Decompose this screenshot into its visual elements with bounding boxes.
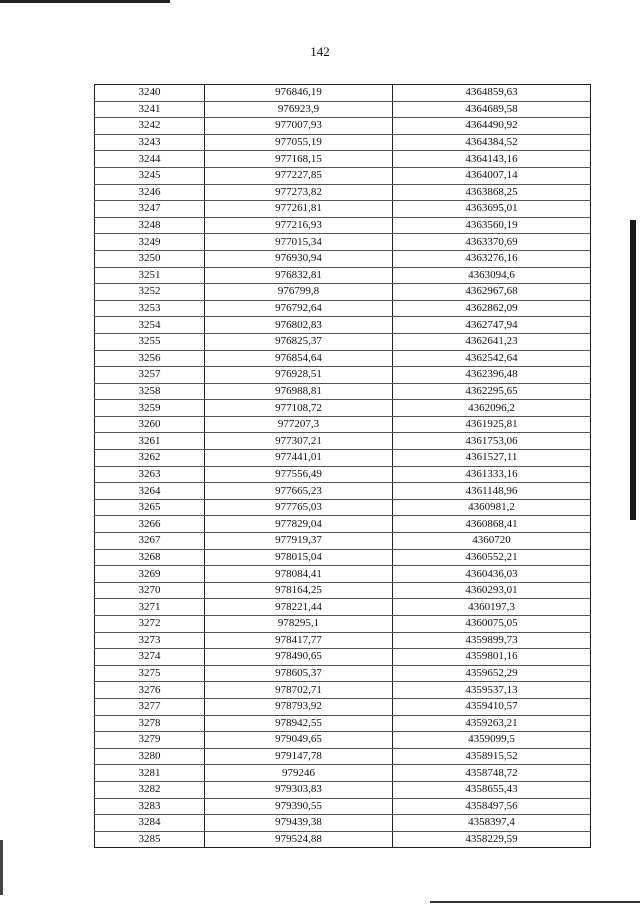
scan-edge-mark-left (0, 840, 3, 895)
table-row (95, 383, 591, 400)
y-coordinate-cell: 4360720 (393, 533, 591, 550)
y-coordinate-cell: 4361527,11 (393, 450, 591, 467)
point-number-cell: 3256 (95, 350, 205, 367)
table-row (95, 466, 591, 483)
y-coordinate-cell: 4360981,2 (393, 499, 591, 516)
y-coordinate-cell: 4362295,65 (393, 383, 591, 400)
table-row (95, 483, 591, 500)
point-number-cell: 3253 (95, 300, 205, 317)
y-coordinate-cell: 4362396,48 (393, 367, 591, 384)
point-number-cell: 3242 (95, 118, 205, 135)
y-coordinate-cell: 4359801,16 (393, 649, 591, 666)
x-coordinate-cell: 979524,88 (205, 831, 393, 848)
y-coordinate-cell: 4358655,43 (393, 781, 591, 798)
point-number-cell: 3284 (95, 815, 205, 832)
table-row (95, 616, 591, 633)
point-number-cell: 3241 (95, 101, 205, 118)
table-row (95, 151, 591, 168)
table-row (95, 300, 591, 317)
table-row (95, 450, 591, 467)
y-coordinate-cell: 4359899,73 (393, 632, 591, 649)
table-row (95, 350, 591, 367)
x-coordinate-cell: 978015,04 (205, 549, 393, 566)
point-number-cell: 3280 (95, 748, 205, 765)
point-number-cell: 3257 (95, 367, 205, 384)
point-number-cell: 3240 (95, 85, 205, 102)
y-coordinate-cell: 4358915,52 (393, 748, 591, 765)
x-coordinate-cell: 977829,04 (205, 516, 393, 533)
x-coordinate-cell: 976928,51 (205, 367, 393, 384)
y-coordinate-cell: 4362967,68 (393, 284, 591, 301)
y-coordinate-cell: 4361925,81 (393, 416, 591, 433)
y-coordinate-cell: 4363094,6 (393, 267, 591, 284)
x-coordinate-cell: 976988,81 (205, 383, 393, 400)
table-row (95, 715, 591, 732)
y-coordinate-cell: 4363370,69 (393, 234, 591, 251)
x-coordinate-cell: 977108,72 (205, 400, 393, 417)
point-number-cell: 3246 (95, 184, 205, 201)
x-coordinate-cell: 979246 (205, 765, 393, 782)
x-coordinate-cell: 977168,15 (205, 151, 393, 168)
point-number-cell: 3275 (95, 665, 205, 682)
coordinates-table (94, 84, 591, 848)
y-coordinate-cell: 4362096,2 (393, 400, 591, 417)
y-coordinate-cell: 4361753,06 (393, 433, 591, 450)
y-coordinate-cell: 4364490,92 (393, 118, 591, 135)
table-row (95, 748, 591, 765)
x-coordinate-cell: 976930,94 (205, 250, 393, 267)
scan-border-bottom (430, 901, 640, 903)
y-coordinate-cell: 4359410,57 (393, 698, 591, 715)
point-number-cell: 3266 (95, 516, 205, 533)
point-number-cell: 3261 (95, 433, 205, 450)
point-number-cell: 3258 (95, 383, 205, 400)
table-row (95, 632, 591, 649)
point-number-cell: 3262 (95, 450, 205, 467)
table-row (95, 566, 591, 583)
x-coordinate-cell: 979390,55 (205, 798, 393, 815)
x-coordinate-cell: 977273,82 (205, 184, 393, 201)
table-row (95, 831, 591, 848)
x-coordinate-cell: 979303,83 (205, 781, 393, 798)
y-coordinate-cell: 4364384,52 (393, 134, 591, 151)
point-number-cell: 3260 (95, 416, 205, 433)
y-coordinate-cell: 4360197,3 (393, 599, 591, 616)
y-coordinate-cell: 4362862,09 (393, 300, 591, 317)
y-coordinate-cell: 4358748,72 (393, 765, 591, 782)
point-number-cell: 3278 (95, 715, 205, 732)
y-coordinate-cell: 4359263,21 (393, 715, 591, 732)
x-coordinate-cell: 977261,81 (205, 201, 393, 218)
y-coordinate-cell: 4359099,5 (393, 732, 591, 749)
coordinates-table-body (95, 85, 591, 848)
point-number-cell: 3281 (95, 765, 205, 782)
table-row (95, 649, 591, 666)
x-coordinate-cell: 978702,71 (205, 682, 393, 699)
x-coordinate-cell: 978084,41 (205, 566, 393, 583)
y-coordinate-cell: 4364143,16 (393, 151, 591, 168)
point-number-cell: 3255 (95, 333, 205, 350)
table-row (95, 665, 591, 682)
x-coordinate-cell: 978164,25 (205, 582, 393, 599)
x-coordinate-cell: 978417,77 (205, 632, 393, 649)
x-coordinate-cell: 978490,65 (205, 649, 393, 666)
y-coordinate-cell: 4362641,23 (393, 333, 591, 350)
table-row (95, 798, 591, 815)
table-row (95, 217, 591, 234)
table-row (95, 201, 591, 218)
x-coordinate-cell: 977055,19 (205, 134, 393, 151)
point-number-cell: 3264 (95, 483, 205, 500)
y-coordinate-cell: 4358497,56 (393, 798, 591, 815)
point-number-cell: 3259 (95, 400, 205, 417)
point-number-cell: 3245 (95, 167, 205, 184)
table-row (95, 533, 591, 550)
point-number-cell: 3247 (95, 201, 205, 218)
table-row (95, 516, 591, 533)
x-coordinate-cell: 976799,8 (205, 284, 393, 301)
x-coordinate-cell: 977556,49 (205, 466, 393, 483)
y-coordinate-cell: 4360552,21 (393, 549, 591, 566)
point-number-cell: 3263 (95, 466, 205, 483)
point-number-cell: 3271 (95, 599, 205, 616)
x-coordinate-cell: 977216,93 (205, 217, 393, 234)
x-coordinate-cell: 977765,03 (205, 499, 393, 516)
table-row (95, 815, 591, 832)
x-coordinate-cell: 978942,55 (205, 715, 393, 732)
point-number-cell: 3270 (95, 582, 205, 599)
table-row (95, 367, 591, 384)
x-coordinate-cell: 978295,1 (205, 616, 393, 633)
y-coordinate-cell: 4362542,64 (393, 350, 591, 367)
table-row (95, 85, 591, 102)
point-number-cell: 3283 (95, 798, 205, 815)
table-row (95, 698, 591, 715)
y-coordinate-cell: 4360436,03 (393, 566, 591, 583)
y-coordinate-cell: 4360293,01 (393, 582, 591, 599)
table-row (95, 134, 591, 151)
y-coordinate-cell: 4361333,16 (393, 466, 591, 483)
table-row (95, 499, 591, 516)
x-coordinate-cell: 977227,85 (205, 167, 393, 184)
table-row (95, 267, 591, 284)
y-coordinate-cell: 4363868,25 (393, 184, 591, 201)
table-row (95, 167, 591, 184)
x-coordinate-cell: 976846,19 (205, 85, 393, 102)
x-coordinate-cell: 977007,93 (205, 118, 393, 135)
y-coordinate-cell: 4358397,4 (393, 815, 591, 832)
y-coordinate-cell: 4360075,05 (393, 616, 591, 633)
x-coordinate-cell: 977207,3 (205, 416, 393, 433)
point-number-cell: 3265 (95, 499, 205, 516)
scan-edge-mark (630, 220, 636, 520)
y-coordinate-cell: 4361148,96 (393, 483, 591, 500)
point-number-cell: 3274 (95, 649, 205, 666)
x-coordinate-cell: 977665,23 (205, 483, 393, 500)
table-row (95, 732, 591, 749)
point-number-cell: 3268 (95, 549, 205, 566)
x-coordinate-cell: 977307,21 (205, 433, 393, 450)
point-number-cell: 3282 (95, 781, 205, 798)
x-coordinate-cell: 978605,37 (205, 665, 393, 682)
x-coordinate-cell: 979147,78 (205, 748, 393, 765)
point-number-cell: 3272 (95, 616, 205, 633)
x-coordinate-cell: 976802,83 (205, 317, 393, 334)
page-number: 142 (310, 44, 330, 59)
point-number-cell: 3248 (95, 217, 205, 234)
table-row (95, 250, 591, 267)
table-row (95, 582, 591, 599)
point-number-cell: 3252 (95, 284, 205, 301)
y-coordinate-cell: 4358229,59 (393, 831, 591, 848)
point-number-cell: 3285 (95, 831, 205, 848)
x-coordinate-cell: 976825,37 (205, 333, 393, 350)
point-number-cell: 3251 (95, 267, 205, 284)
point-number-cell: 3279 (95, 732, 205, 749)
point-number-cell: 3273 (95, 632, 205, 649)
y-coordinate-cell: 4362747,94 (393, 317, 591, 334)
x-coordinate-cell: 977441,01 (205, 450, 393, 467)
y-coordinate-cell: 4359537,13 (393, 682, 591, 699)
x-coordinate-cell: 976923,9 (205, 101, 393, 118)
table-row (95, 184, 591, 201)
y-coordinate-cell: 4364007,14 (393, 167, 591, 184)
table-row (95, 416, 591, 433)
point-number-cell: 3277 (95, 698, 205, 715)
x-coordinate-cell: 978221,44 (205, 599, 393, 616)
point-number-cell: 3243 (95, 134, 205, 151)
y-coordinate-cell: 4363560,19 (393, 217, 591, 234)
table-row (95, 781, 591, 798)
table-row (95, 765, 591, 782)
x-coordinate-cell: 977919,37 (205, 533, 393, 550)
y-coordinate-cell: 4364689,58 (393, 101, 591, 118)
point-number-cell: 3269 (95, 566, 205, 583)
table-row (95, 549, 591, 566)
x-coordinate-cell: 977015,34 (205, 234, 393, 251)
scan-border-top (0, 0, 170, 3)
point-number-cell: 3250 (95, 250, 205, 267)
x-coordinate-cell: 978793,92 (205, 698, 393, 715)
point-number-cell: 3267 (95, 533, 205, 550)
x-coordinate-cell: 976854,64 (205, 350, 393, 367)
y-coordinate-cell: 4363695,01 (393, 201, 591, 218)
y-coordinate-cell: 4364859,63 (393, 85, 591, 102)
y-coordinate-cell: 4363276,16 (393, 250, 591, 267)
table-row (95, 433, 591, 450)
x-coordinate-cell: 979049,65 (205, 732, 393, 749)
table-row (95, 682, 591, 699)
x-coordinate-cell: 979439,38 (205, 815, 393, 832)
table-row (95, 234, 591, 251)
y-coordinate-cell: 4360868,41 (393, 516, 591, 533)
table-row (95, 400, 591, 417)
table-row (95, 333, 591, 350)
table-row (95, 317, 591, 334)
point-number-cell: 3244 (95, 151, 205, 168)
y-coordinate-cell: 4359652,29 (393, 665, 591, 682)
point-number-cell: 3254 (95, 317, 205, 334)
x-coordinate-cell: 976792,64 (205, 300, 393, 317)
table-row (95, 118, 591, 135)
point-number-cell: 3276 (95, 682, 205, 699)
point-number-cell: 3249 (95, 234, 205, 251)
table-row (95, 599, 591, 616)
table-row (95, 284, 591, 301)
table-row (95, 101, 591, 118)
x-coordinate-cell: 976832,81 (205, 267, 393, 284)
